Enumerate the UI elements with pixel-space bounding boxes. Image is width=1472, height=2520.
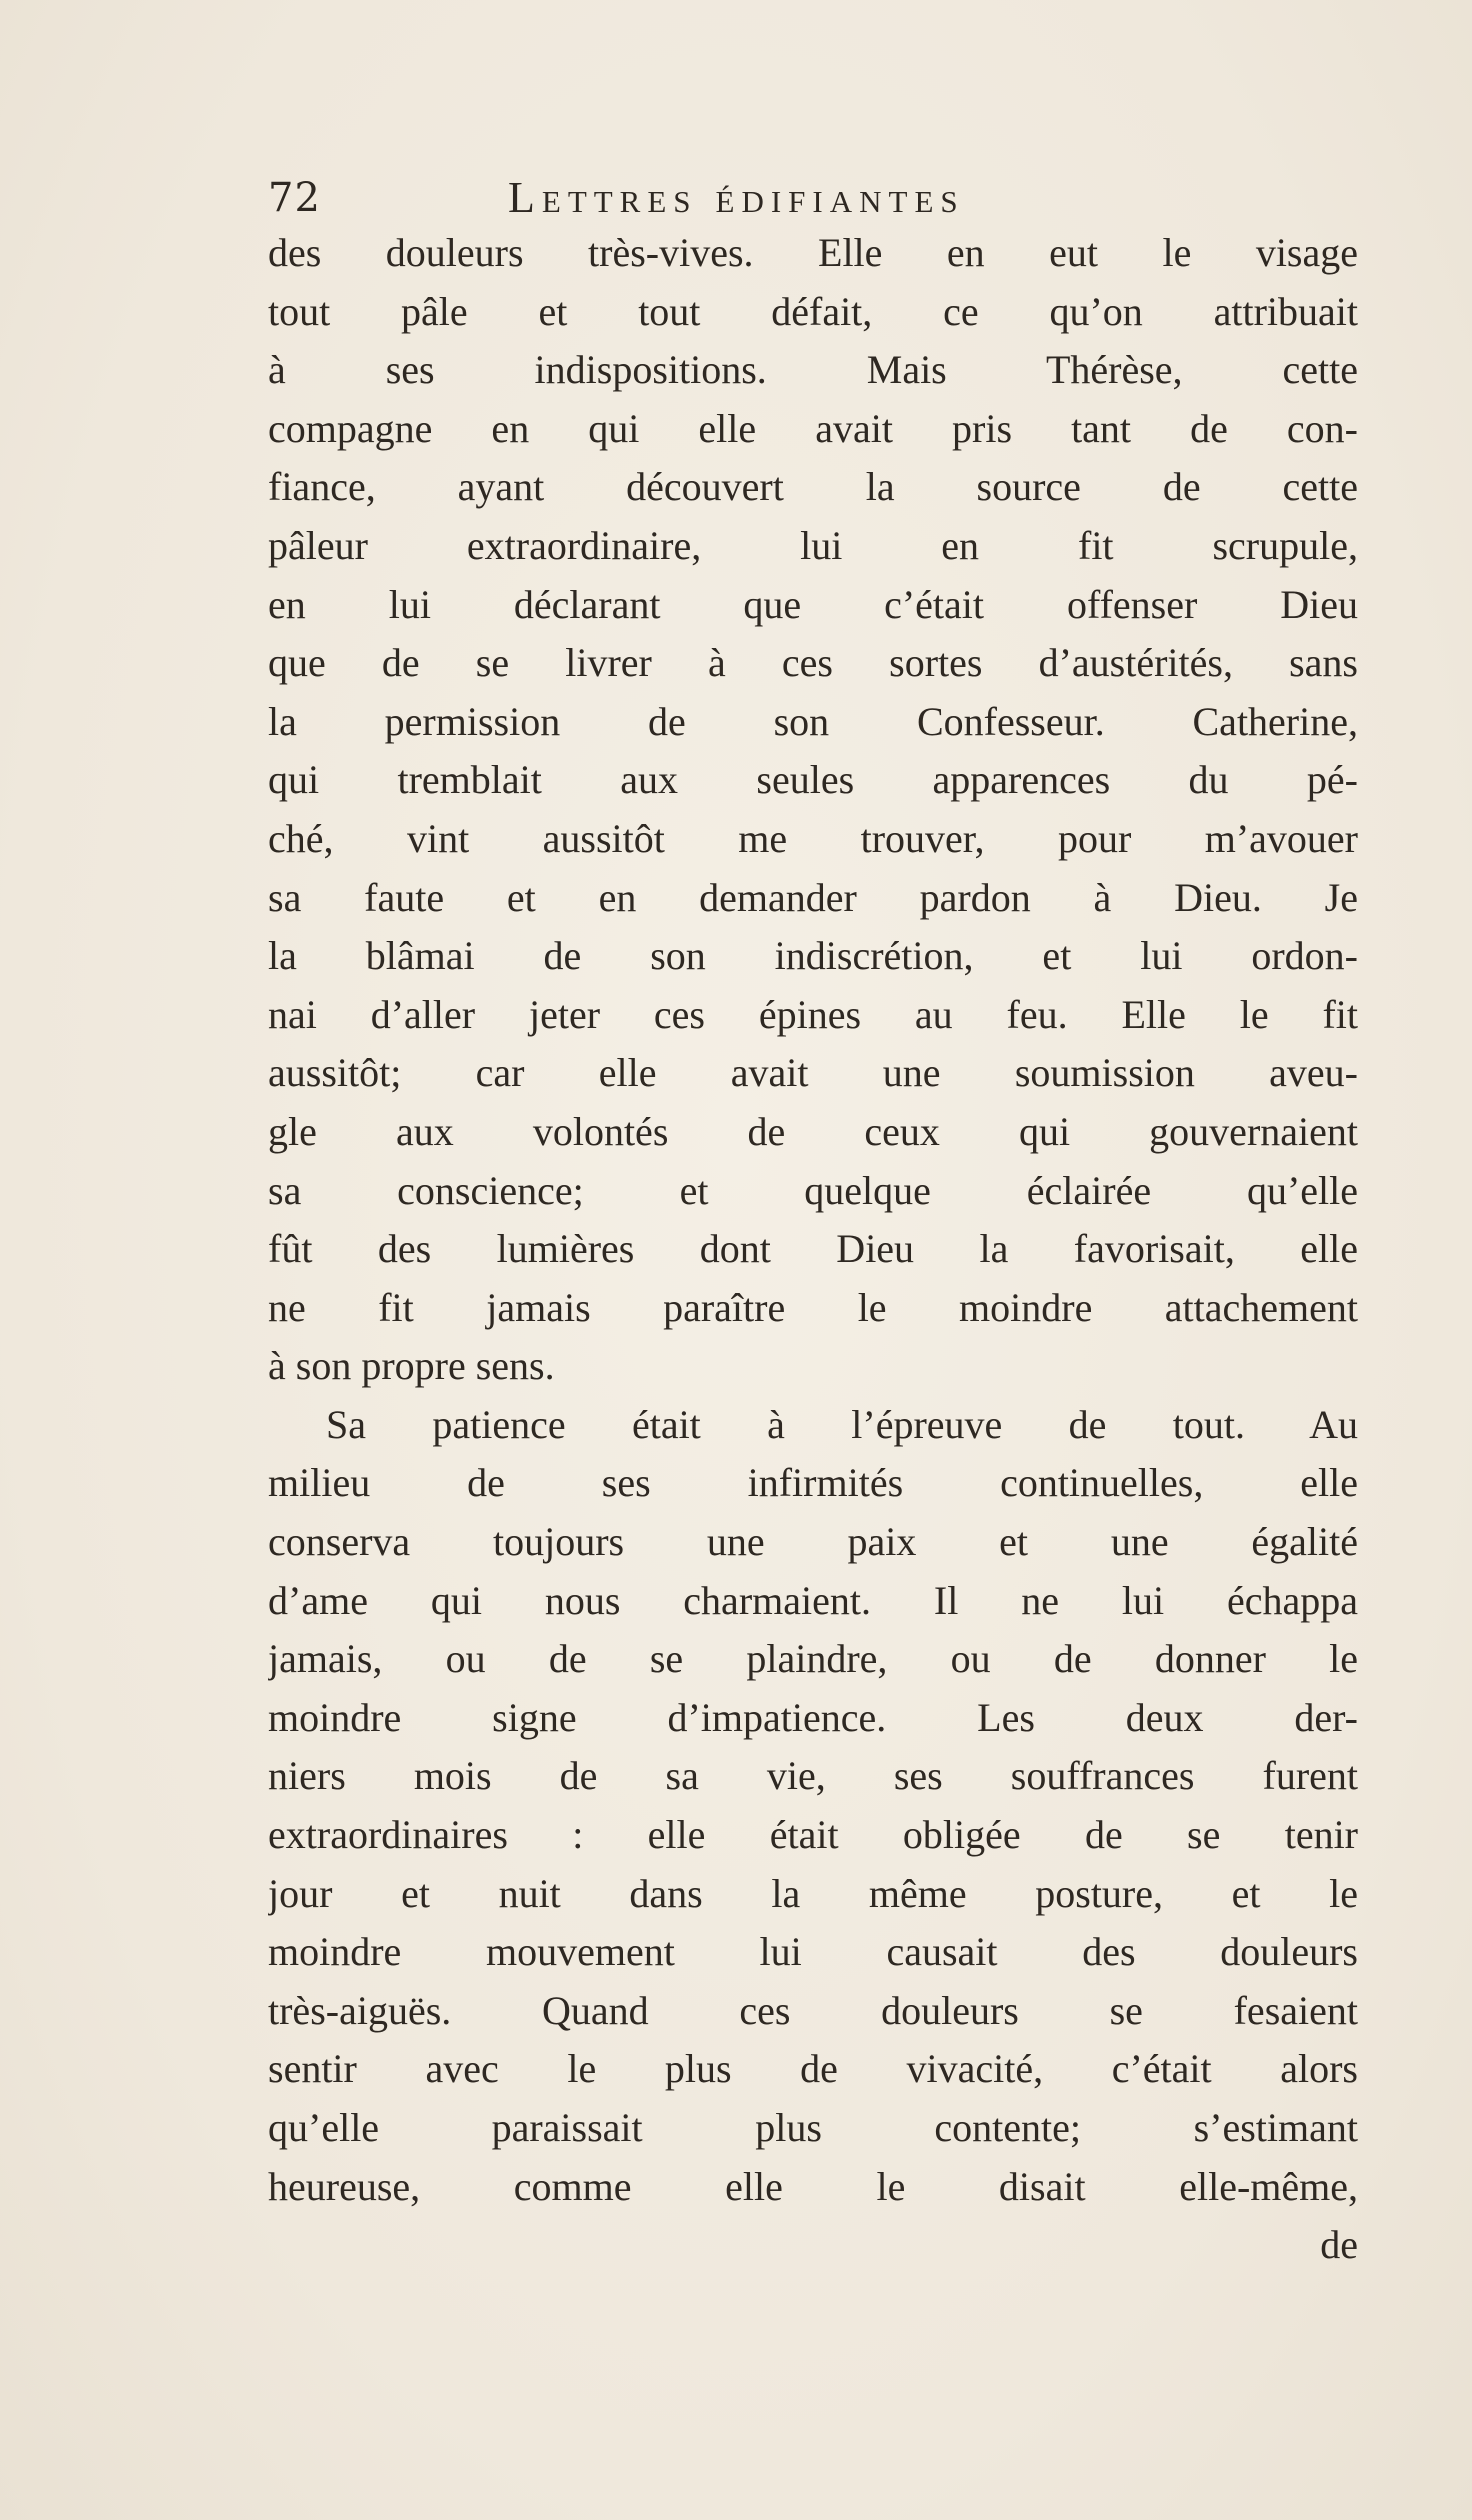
page-header [268,168,1358,228]
body-text [268,224,1358,2275]
text-line: jamais, ou de se plaindre, ou de donner le [268,1636,1358,1682]
text-line: jour et nuit dans la même posture, et le [268,1870,1358,1916]
text-line: niers mois de sa vie, ses souffrances furent [268,1753,1358,1799]
text-line: extraordinaires : elle était obligée de se tenir [268,1812,1358,1858]
text-line: d’ame qui nous charmaient. Il ne lui échappa [268,1577,1358,1623]
text-line: à son propre sens. [268,1343,555,1389]
text-line: pâleur extraordinaire, lui en fit scrupule, [268,522,1358,568]
running-title: Lettres édifiantes [508,173,965,222]
text-line: que de se livrer à ces sortes d’austérités, sans [268,640,1358,686]
text-line: conserva toujours une paix et une égalité [268,1519,1358,1565]
page-number: 72 [268,175,321,221]
text-line: fût des lumières dont Dieu la favorisait, elle [268,1226,1358,1272]
text-line: compagne en qui elle avait pris tant de con- [268,405,1358,451]
text-line: nai d’aller jeter ces épines au feu. Elle le fit [268,991,1358,1037]
text-line: Sa patience était à l’épreuve de tout. Au [326,1401,1358,1447]
text-line: fiance, ayant découvert la source de cette [268,464,1358,510]
paragraph-2 [268,1396,1358,2216]
text-line: tout pâle et tout défait, ce qu’on attribuait [268,288,1358,334]
text-line: sentir avec le plus de vivacité, c’était alors [268,2046,1358,2092]
text-line: moindre signe d’impatience. Les deux der- [268,1694,1358,1740]
text-line: très-aiguës. Quand ces douleurs se fesaient [268,1987,1358,2033]
text-line: gle aux volontés de ceux qui gouvernaient [268,1108,1358,1154]
text-line: la blâmai de son indiscrétion, et lui ordon- [268,933,1358,979]
text-line: à ses indispositions. Mais Thérèse, cette [268,347,1358,393]
text-line: ché, vint aussitôt me trouver, pour m’avouer [268,815,1358,861]
text-line: sa conscience; et quelque éclairée qu’elle [268,1167,1358,1213]
text-line: aussitôt; car elle avait une soumission aveu- [268,1050,1358,1096]
text-line: la permission de son Confesseur. Catherine, [268,698,1358,744]
paragraph-1 [268,224,1358,1396]
catchword: de [1320,2222,1358,2268]
text-line: des douleurs très-vives. Elle en eut le visage [268,230,1358,275]
text-line: milieu de ses infirmités continuelles, elle [268,1460,1358,1506]
text-line: qui tremblait aux seules apparences du pé- [268,757,1358,803]
text-line: qu’elle paraissait plus contente; s’estimant [268,2105,1358,2150]
text-line: ne fit jamais paraître le moindre attachement [268,1284,1358,1330]
text-line: en lui déclarant que c’était offenser Dieu [268,581,1358,627]
text-line: moindre mouvement lui causait des douleurs [268,1929,1358,1975]
text-line: heureuse, comme elle le disait elle-même, [268,2163,1358,2209]
text-line: sa faute et en demander pardon à Dieu. Je [268,874,1358,920]
